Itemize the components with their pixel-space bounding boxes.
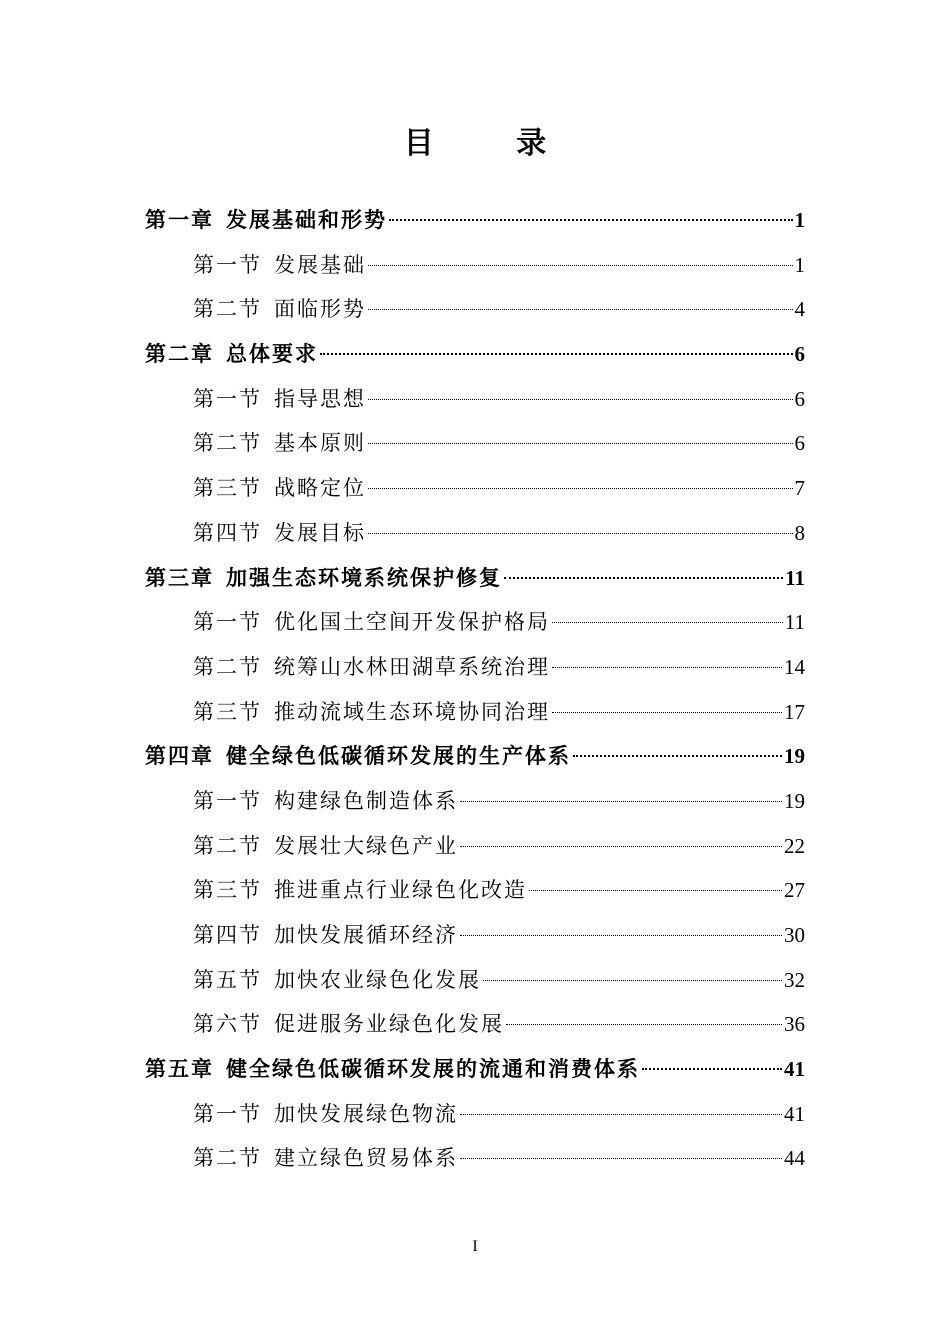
toc-entry-page: 17 — [784, 699, 805, 724]
toc-section-entry[interactable] — [145, 824, 805, 869]
toc-entry-label: 构建绿色制造体系 — [274, 788, 458, 813]
toc-entry-label: 面临形势 — [274, 297, 366, 322]
toc-entry-page: 36 — [784, 1012, 805, 1037]
toc-entry-number: 第五章 — [145, 1056, 214, 1082]
toc-section-entry[interactable] — [145, 690, 805, 735]
table-of-contents — [145, 198, 805, 1181]
toc-entry-label: 健全绿色低碳循环发展的生产体系 — [226, 743, 571, 769]
toc-chapter-entry[interactable] — [145, 1047, 805, 1092]
toc-section-entry[interactable] — [145, 377, 805, 422]
toc-entry-number: 第二节 — [193, 654, 262, 679]
toc-entry-page: 4 — [794, 297, 805, 322]
toc-entry-label: 优化国土空间开发保护格局 — [274, 610, 550, 635]
toc-section-entry[interactable] — [145, 421, 805, 466]
toc-leader-dots — [529, 889, 782, 891]
toc-entry-label: 指导思想 — [274, 386, 366, 411]
toc-entry-label: 推进重点行业绿色化改造 — [274, 878, 527, 903]
toc-section-entry[interactable] — [145, 645, 805, 690]
toc-chapter-entry[interactable] — [145, 198, 805, 243]
toc-entry-number: 第三章 — [145, 564, 214, 590]
toc-entry-page: 11 — [784, 610, 805, 635]
toc-entry-page: 6 — [794, 342, 805, 367]
toc-entry-label: 加快发展绿色物流 — [274, 1101, 458, 1126]
toc-entry-label: 发展壮大绿色产业 — [274, 833, 458, 858]
toc-entry-label: 发展目标 — [274, 520, 366, 545]
toc-entry-label: 促进服务业绿色化发展 — [274, 1012, 504, 1037]
toc-entry-page: 32 — [784, 967, 805, 992]
toc-entry-page: 27 — [784, 878, 805, 903]
toc-leader-dots — [368, 487, 793, 489]
toc-entry-label: 健全绿色低碳循环发展的流通和消费体系 — [226, 1056, 640, 1082]
toc-leader-dots — [483, 979, 782, 981]
toc-leader-dots — [460, 1113, 782, 1115]
toc-section-entry[interactable] — [145, 287, 805, 332]
toc-entry-label: 加快农业绿色化发展 — [274, 967, 481, 992]
toc-entry-number: 第一节 — [193, 788, 262, 813]
toc-entry-number: 第四节 — [193, 923, 262, 947]
toc-leader-dots — [552, 711, 782, 713]
toc-entry-number: 第一节 — [193, 252, 262, 277]
toc-chapter-entry[interactable] — [145, 332, 805, 377]
toc-entry-number: 第二节 — [193, 297, 262, 322]
toc-entry-page: 7 — [794, 476, 805, 501]
toc-entry-number: 第三节 — [193, 699, 262, 724]
toc-leader-dots — [460, 934, 782, 936]
toc-entry-number: 第三节 — [193, 476, 262, 501]
toc-title: 目 录 — [403, 126, 583, 161]
toc-entry-number: 第四章 — [145, 743, 214, 769]
toc-leader-dots — [460, 845, 782, 847]
toc-entry-number: 第一节 — [193, 1101, 262, 1126]
page-number-footer: I — [472, 1238, 478, 1255]
toc-leader-dots — [552, 666, 782, 668]
toc-section-entry[interactable] — [145, 868, 805, 913]
toc-section-entry[interactable] — [145, 600, 805, 645]
toc-entry-number: 第五节 — [193, 967, 262, 992]
toc-entry-number: 第三节 — [193, 878, 262, 903]
toc-chapter-entry[interactable] — [145, 734, 805, 779]
toc-entry-label: 总体要求 — [226, 341, 318, 367]
toc-section-entry[interactable] — [145, 1002, 805, 1047]
toc-leader-dots — [642, 1067, 782, 1070]
toc-entry-page: 1 — [794, 208, 805, 232]
toc-section-entry[interactable] — [145, 958, 805, 1003]
toc-entry-number: 第二节 — [193, 431, 262, 456]
toc-leader-dots — [368, 398, 793, 400]
toc-entry-label: 建立绿色贸易体系 — [274, 1146, 458, 1171]
toc-leader-dots — [320, 352, 793, 355]
toc-entry-label: 战略定位 — [274, 476, 366, 501]
toc-entry-page: 6 — [794, 431, 805, 456]
toc-entry-number: 第四节 — [193, 520, 262, 545]
toc-entry-page: 44 — [784, 1146, 805, 1171]
toc-entry-page: 30 — [784, 923, 805, 947]
toc-entry-page: 1 — [794, 252, 805, 277]
toc-entry-label: 发展基础和形势 — [226, 207, 387, 232]
toc-leader-dots — [368, 442, 793, 444]
toc-chapter-entry[interactable] — [145, 556, 805, 601]
toc-entry-page: 6 — [794, 386, 805, 411]
toc-leader-dots — [552, 621, 783, 623]
toc-entry-label: 基本原则 — [274, 431, 366, 456]
toc-entry-number: 第六节 — [193, 1012, 262, 1037]
toc-entry-page: 19 — [784, 744, 805, 769]
toc-leader-dots — [573, 754, 782, 757]
toc-section-entry[interactable] — [145, 913, 805, 958]
toc-entry-page: 19 — [784, 788, 805, 813]
toc-leader-dots — [368, 264, 793, 266]
toc-entry-label: 推动流域生态环境协同治理 — [274, 699, 550, 724]
toc-entry-page: 8 — [794, 520, 805, 545]
toc-entry-number: 第二节 — [193, 1146, 262, 1171]
toc-entry-page: 14 — [784, 654, 805, 679]
toc-entry-label: 统筹山水林田湖草系统治理 — [274, 654, 550, 679]
toc-entry-label: 加快发展循环经济 — [274, 923, 458, 947]
toc-leader-dots — [368, 532, 793, 534]
toc-entry-page: 11 — [785, 565, 805, 590]
toc-entry-number: 第一章 — [145, 207, 214, 232]
toc-section-entry[interactable] — [145, 1092, 805, 1137]
toc-leader-dots — [506, 1023, 782, 1025]
toc-entry-page: 22 — [784, 833, 805, 858]
toc-section-entry[interactable] — [145, 1136, 805, 1181]
toc-section-entry[interactable] — [145, 779, 805, 824]
toc-leader-dots — [460, 1157, 782, 1159]
toc-section-entry[interactable] — [145, 466, 805, 511]
toc-entry-number: 第二章 — [145, 341, 214, 367]
toc-entry-number: 第一节 — [193, 386, 262, 411]
toc-section-entry[interactable] — [145, 243, 805, 288]
toc-section-entry[interactable] — [145, 511, 805, 556]
toc-entry-page: 41 — [784, 1057, 805, 1082]
toc-entry-label: 加强生态环境系统保护修复 — [226, 564, 502, 590]
toc-leader-dots — [460, 800, 782, 802]
toc-leader-dots — [504, 576, 783, 579]
toc-leader-dots — [389, 218, 793, 221]
toc-entry-number: 第一节 — [193, 610, 262, 635]
toc-entry-page: 41 — [784, 1101, 805, 1126]
toc-entry-label: 发展基础 — [274, 252, 366, 277]
toc-leader-dots — [368, 308, 793, 310]
toc-entry-number: 第二节 — [193, 833, 262, 858]
